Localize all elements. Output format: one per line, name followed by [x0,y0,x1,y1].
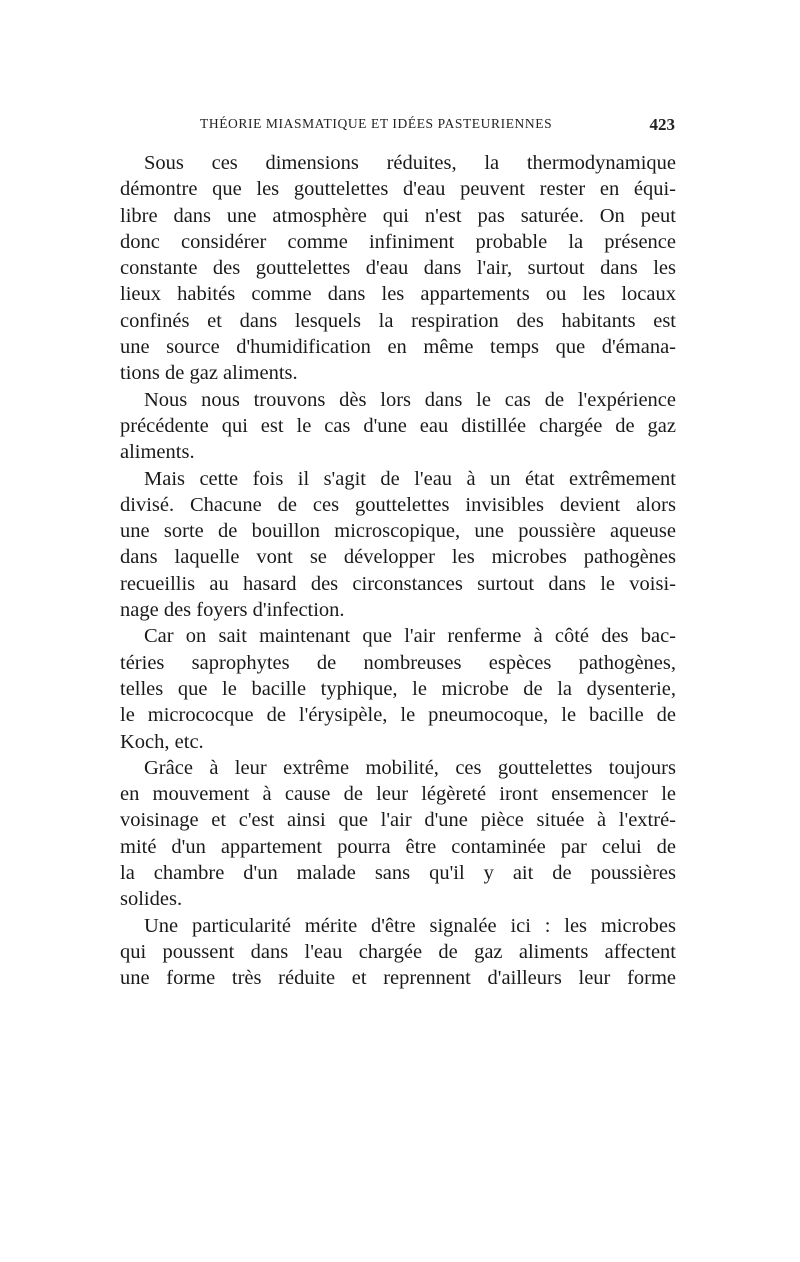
text-line: Nous nous trouvons dès lors dans le cas de l'expérience [144,388,676,411]
text-line: Grâce à leur extrême mobilité, ces gouttelettes toujours [144,756,676,779]
paragraph [120,755,676,913]
text-line: tions de gaz aliments. [120,362,298,385]
page-number: 423 [649,115,675,134]
text-line: telles que le bacille typhique, le microbe de la dysenterie, [120,677,676,700]
text-line: recueillis au hasard des circonstances surtout dans le voisi- [120,572,676,595]
text-line: une source d'humidification en même temps que d'émana- [120,336,676,359]
text-line: libre dans une atmosphère qui n'est pas saturée. On peut [120,204,676,227]
text-line: la chambre d'un malade sans qu'il y ait de poussières [120,862,676,885]
text-line: précédente qui est le cas d'une eau distillée chargée de gaz [120,414,676,437]
text-line: mité d'un appartement pourra être contaminée par celui de [120,835,676,858]
text-line: confinés et dans lesquels la respiration des habitants est [120,309,676,332]
text-line: Mais cette fois il s'agit de l'eau à un état extrêmement [144,467,676,490]
text-line: nage des foyers d'infection. [120,599,345,622]
paragraph [120,623,676,754]
text-line: Car on sait maintenant que l'air renferme à côté des bac- [144,625,676,648]
text-line: voisinage et c'est ainsi que l'air d'une pièce située à l'extré- [120,809,676,832]
text-line: une forme très réduite et reprennent d'ailleurs leur forme [120,967,676,990]
text-line: téries saprophytes de nombreuses espèces pathogènes, [120,651,676,674]
body-text [120,150,676,992]
paragraph [120,466,676,624]
text-line: solides. [120,888,183,911]
running-head [120,116,675,138]
text-line: Une particularité mérite d'être signalée ici : les microbes [144,914,676,937]
text-line: aliments. [120,441,195,464]
text-line: donc considérer comme infiniment probable la présence [120,230,676,253]
text-line: Sous ces dimensions réduites, la thermodynamique [144,152,676,174]
text-line: dans laquelle vont se développer les microbes pathogènes [120,546,676,569]
paragraph [120,387,676,466]
text-line: le micrococque de l'érysipèle, le pneumocoque, le bacille de [120,704,676,727]
paragraph [120,913,676,992]
text-line: constante des gouttelettes d'eau dans l'air, surtout dans les [120,257,676,280]
text-line: qui poussent dans l'eau chargée de gaz aliments affectent [120,940,676,963]
text-line: démontre que les gouttelettes d'eau peuvent rester en équi- [120,178,676,201]
text-line: en mouvement à cause de leur légèreté iront ensemencer le [120,783,676,806]
text-line: divisé. Chacune de ces gouttelettes invisibles devient alors [120,493,676,516]
text-line: Koch, etc. [120,730,204,753]
text-line: lieux habités comme dans les appartements ou les locaux [120,283,676,306]
paragraph [120,150,676,387]
running-title: THÉORIE MIASMATIQUE ET IDÉES PASTEURIENNES [200,116,553,131]
text-line: une sorte de bouillon microscopique, une poussière aqueuse [120,520,676,543]
